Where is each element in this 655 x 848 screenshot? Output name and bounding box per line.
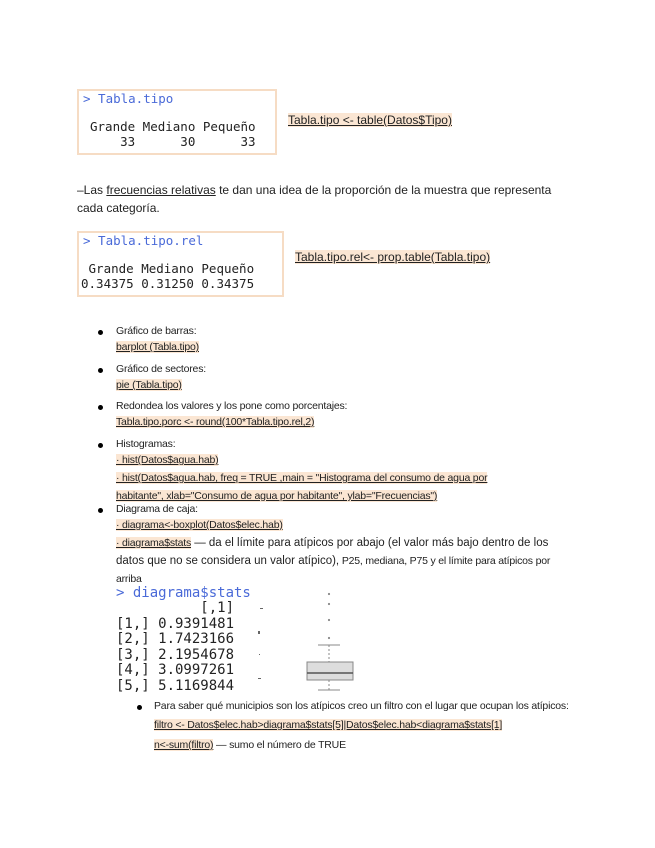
outlier-point (328, 619, 329, 620)
box (307, 662, 353, 680)
paragraph-frecuencias (77, 181, 557, 217)
stats-row: [3,] 2.1954678 (116, 646, 235, 663)
bullet-dot (98, 330, 103, 335)
bullet-label: Diagrama de caja: (116, 503, 198, 515)
bullet-code: · diagrama<-boxplot(Datos$elec.hab) (116, 519, 283, 531)
sub-bullet-label: Para saber qué municipios son los atípicos creo un filtro con el lugar que ocupan los atípicos: (154, 700, 569, 712)
bullet-code: · hist(Datos$agua.hab, freq = TRUE ,main = "Histograma del consumo de agua por (116, 472, 488, 484)
code-tabla-tipo-rel: Tabla.tipo.rel<- prop.table(Tabla.tipo) (295, 250, 491, 264)
bullet-label: Gráfico de barras: (116, 325, 197, 337)
bullet-dot (98, 508, 103, 513)
list-item-boxplot (116, 503, 596, 586)
table-values: 0.34375 0.31250 0.34375 (81, 276, 255, 291)
bullet-label: Gráfico de sectores: (116, 363, 206, 375)
list-item (116, 438, 596, 503)
console-prompt: > Tabla.tipo (83, 91, 174, 106)
bullet-code: barplot (Tabla.tipo) (116, 341, 199, 353)
para-rest: te dan una idea de la proporción de la muestra que representa cada categoría. (77, 183, 552, 215)
sum-desc: — sumo el número de TRUE (213, 739, 346, 751)
list-item (116, 363, 596, 400)
axis-tick (260, 608, 263, 609)
console-tabla-tipo-rel (77, 231, 284, 297)
bullet-dot (98, 443, 103, 448)
stats-row: [1,] 0.9391481 (116, 615, 235, 632)
bullet-dot (98, 405, 103, 410)
outlier-point (328, 637, 329, 638)
stats-header: [,1] (116, 600, 235, 616)
outlier-point (328, 593, 329, 594)
stats-row: [4,] 3.0997261 (116, 662, 235, 678)
para-prefix: –Las (77, 183, 107, 197)
code-tabla-tipo: Tabla.tipo <- table(Datos$Tipo) (288, 113, 452, 127)
bullet-code: · hist(Datos$agua.hab) (116, 454, 219, 466)
frecuencias-link[interactable]: frecuencias relativas (106, 183, 216, 197)
stats-row: [5,] 5.1169844 (116, 677, 235, 694)
bullet-label: Histogramas: (116, 438, 176, 450)
bullet-code: habitante", xlab="Consumo de agua por habitante", ylab="Frecuencias") (116, 490, 438, 502)
desc-large: — da el límite para atípicos por abajo (el valor más bajo dentro de los datos que no se considera un valor atípico), (116, 537, 549, 567)
outlier-point (328, 603, 329, 604)
sum-code: n<-sum(filtro) (154, 739, 214, 751)
console-diagrama-stats (116, 585, 251, 694)
table-values: 33 30 33 (90, 134, 256, 149)
bullet-code: pie (Tabla.tipo) (116, 379, 182, 391)
bullet-dot (98, 368, 103, 373)
boxplot-image (252, 590, 392, 700)
bullet-label: Redondea los valores y los pone como porcentajes: (116, 400, 348, 412)
table-headers: Grande Mediano Pequeño (90, 119, 256, 134)
table-headers: Grande Mediano Pequeño (81, 261, 255, 276)
filter-code: filtro <- Datos$elec.hab>diagrama$stats[5]|Datos$elec.hab<diagrama$stats[1] (154, 719, 503, 731)
bullet-code: · diagrama$stats (116, 537, 192, 549)
sub-bullet-item (154, 700, 584, 753)
stats-row: [2,] 1.7423166 (116, 631, 235, 647)
console-prompt: > diagrama$stats (116, 585, 251, 601)
bullet-dot (137, 705, 142, 710)
console-tabla-tipo (77, 89, 277, 155)
bullet-code: Tabla.tipo.porc <- round(100*Tabla.tipo.rel,2) (116, 416, 315, 428)
axis-tick (258, 678, 261, 679)
console-prompt: > Tabla.tipo.rel (83, 233, 204, 248)
axis-tick (258, 631, 260, 634)
desc-small: P25, mediana, P75 y el límite para atípicos por arriba (116, 555, 551, 585)
axis-tick (259, 654, 260, 655)
bullet-list (116, 325, 596, 586)
list-item (116, 400, 596, 438)
list-item (116, 325, 596, 363)
